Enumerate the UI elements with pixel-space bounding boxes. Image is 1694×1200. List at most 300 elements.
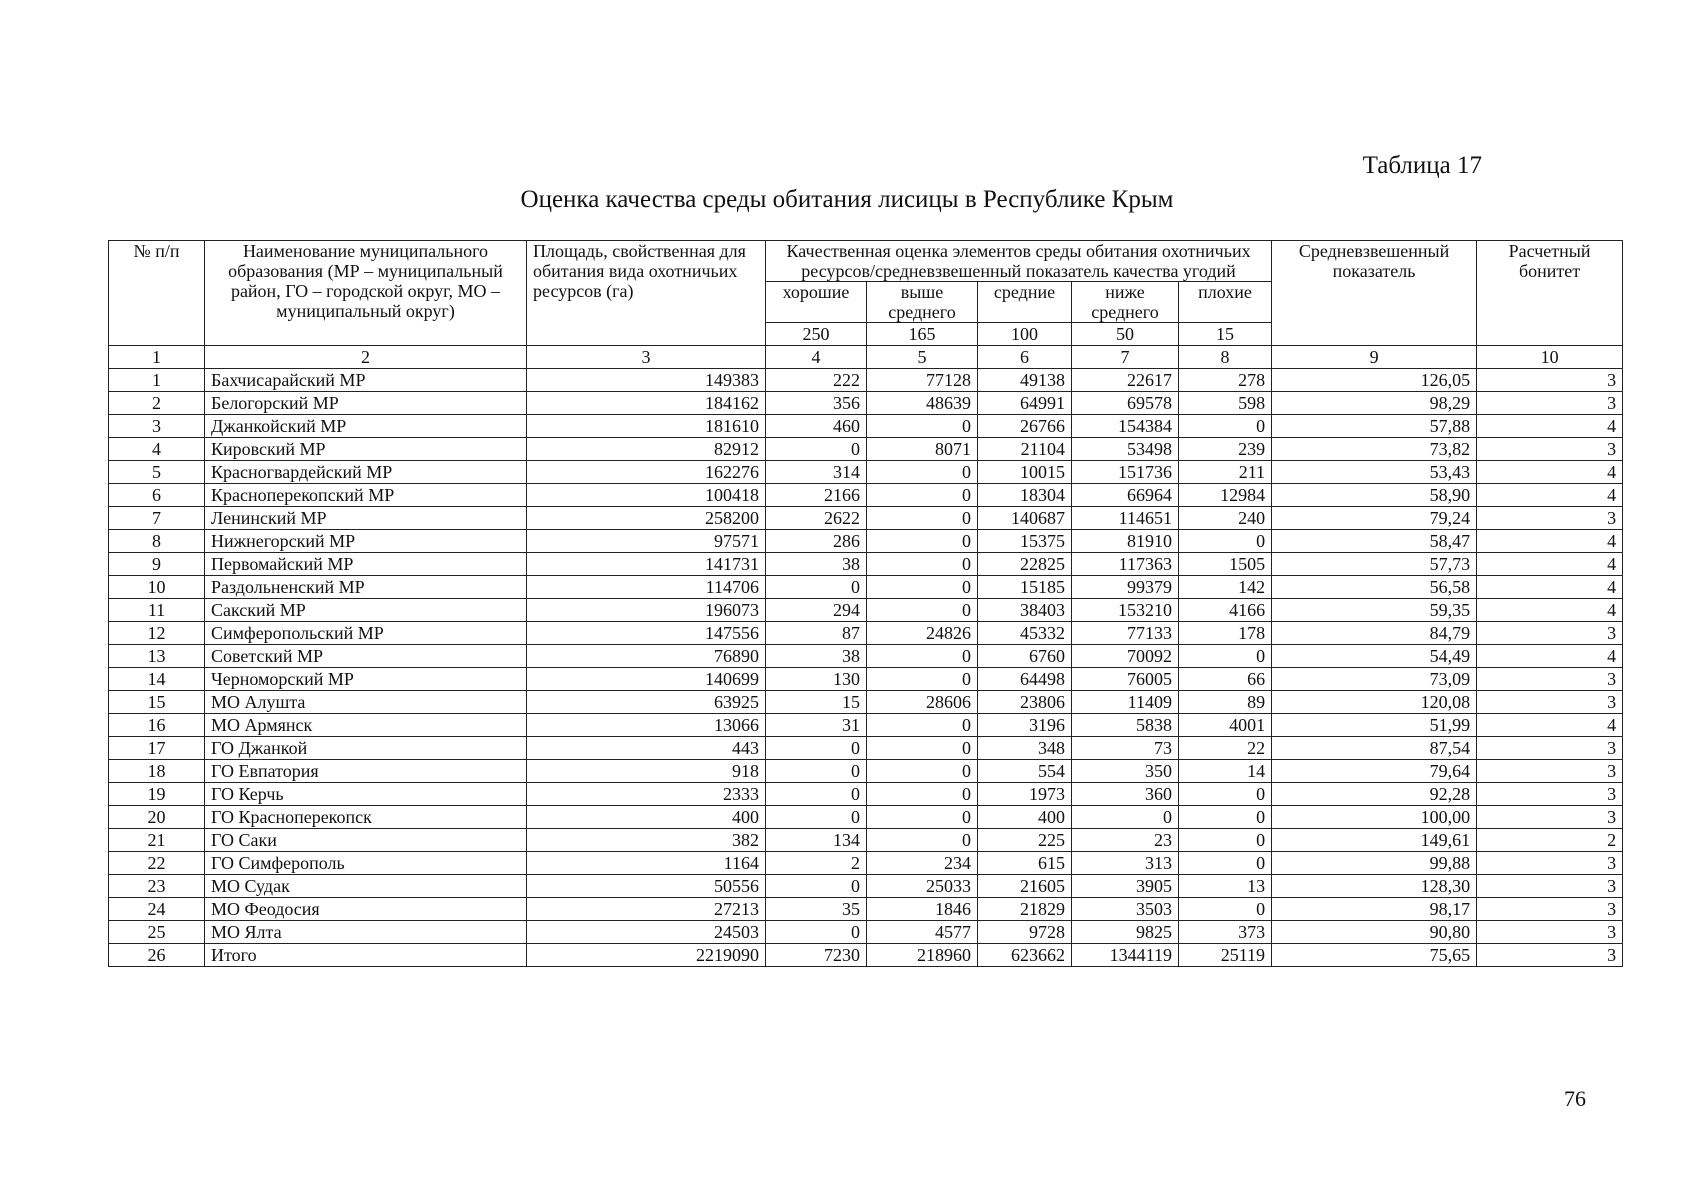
bonitet-cell: 3	[1477, 806, 1623, 829]
weighted-index-cell: 54,49	[1272, 645, 1477, 668]
table-row	[109, 921, 1623, 944]
poor-cell: 178	[1179, 622, 1272, 645]
area-cell: 382	[527, 829, 766, 852]
below-average-cell: 73	[1072, 737, 1179, 760]
below-average-cell: 69578	[1072, 392, 1179, 415]
good-cell: 314	[766, 461, 867, 484]
area-cell: 2333	[527, 783, 766, 806]
weighted-index-cell: 73,09	[1272, 668, 1477, 691]
bonitet-cell: 3	[1477, 622, 1623, 645]
weighted-index-cell: 84,79	[1272, 622, 1477, 645]
row-number-cell: 14	[109, 668, 205, 691]
row-number-cell: 17	[109, 737, 205, 760]
good-cell: 2	[766, 852, 867, 875]
below-average-cell: 66964	[1072, 484, 1179, 507]
above-average-cell: 0	[867, 553, 978, 576]
header-weight: 15	[1179, 323, 1272, 346]
weighted-index-cell: 126,05	[1272, 369, 1477, 392]
municipality-name-cell: МО Алушта	[205, 691, 527, 714]
area-cell: 2219090	[527, 944, 766, 967]
bonitet-cell: 4	[1477, 576, 1623, 599]
header-quality: Качественная оценка элементов среды обитания охотничьих ресурсов/средневзвешенный показатель качества угодий	[766, 241, 1272, 282]
poor-cell: 211	[1179, 461, 1272, 484]
bonitet-cell: 3	[1477, 668, 1623, 691]
area-cell: 918	[527, 760, 766, 783]
below-average-cell: 70092	[1072, 645, 1179, 668]
below-average-cell: 154384	[1072, 415, 1179, 438]
below-average-cell: 313	[1072, 852, 1179, 875]
above-average-cell: 77128	[867, 369, 978, 392]
area-cell: 1164	[527, 852, 766, 875]
below-average-cell: 76005	[1072, 668, 1179, 691]
average-cell: 15185	[978, 576, 1072, 599]
area-cell: 162276	[527, 461, 766, 484]
good-cell: 460	[766, 415, 867, 438]
header-area: Площадь, свойственная для обитания вида охотничьих ресурсов (га)	[527, 241, 766, 346]
below-average-cell: 5838	[1072, 714, 1179, 737]
good-cell: 0	[766, 760, 867, 783]
municipality-name-cell: ГО Симферополь	[205, 852, 527, 875]
area-cell: 140699	[527, 668, 766, 691]
good-cell: 222	[766, 369, 867, 392]
area-cell: 82912	[527, 438, 766, 461]
weighted-index-cell: 99,88	[1272, 852, 1477, 875]
municipality-name-cell: Черноморский МР	[205, 668, 527, 691]
average-cell: 21605	[978, 875, 1072, 898]
table-row	[109, 691, 1623, 714]
municipality-name-cell: ГО Джанкой	[205, 737, 527, 760]
area-cell: 27213	[527, 898, 766, 921]
average-cell: 23806	[978, 691, 1072, 714]
above-average-cell: 0	[867, 576, 978, 599]
poor-cell: 0	[1179, 645, 1272, 668]
average-cell: 348	[978, 737, 1072, 760]
average-cell: 3196	[978, 714, 1072, 737]
table-row	[109, 392, 1623, 415]
header-weight: 50	[1072, 323, 1179, 346]
table-body	[109, 369, 1623, 967]
table-row	[109, 576, 1623, 599]
poor-cell: 1505	[1179, 553, 1272, 576]
row-number-cell: 13	[109, 645, 205, 668]
above-average-cell: 0	[867, 714, 978, 737]
column-number: 9	[1272, 346, 1477, 369]
weighted-index-cell: 90,80	[1272, 921, 1477, 944]
table-row	[109, 668, 1623, 691]
bonitet-cell: 3	[1477, 944, 1623, 967]
municipality-name-cell: ГО Красноперекопск	[205, 806, 527, 829]
municipality-name-cell: Первомайский МР	[205, 553, 527, 576]
below-average-cell: 1344119	[1072, 944, 1179, 967]
average-cell: 38403	[978, 599, 1072, 622]
bonitet-cell: 3	[1477, 875, 1623, 898]
municipality-name-cell: МО Ялта	[205, 921, 527, 944]
above-average-cell: 0	[867, 806, 978, 829]
area-cell: 76890	[527, 645, 766, 668]
above-average-cell: 28606	[867, 691, 978, 714]
municipality-name-cell: ГО Саки	[205, 829, 527, 852]
municipality-name-cell: Бахчисарайский МР	[205, 369, 527, 392]
average-cell: 49138	[978, 369, 1072, 392]
average-cell: 15375	[978, 530, 1072, 553]
bonitet-cell: 4	[1477, 484, 1623, 507]
poor-cell: 142	[1179, 576, 1272, 599]
bonitet-cell: 3	[1477, 438, 1623, 461]
column-number: 7	[1072, 346, 1179, 369]
weighted-index-cell: 75,65	[1272, 944, 1477, 967]
above-average-cell: 0	[867, 507, 978, 530]
above-average-cell: 4577	[867, 921, 978, 944]
bonitet-cell: 4	[1477, 553, 1623, 576]
weighted-index-cell: 58,90	[1272, 484, 1477, 507]
area-cell: 443	[527, 737, 766, 760]
header-weight: 100	[978, 323, 1072, 346]
above-average-cell: 218960	[867, 944, 978, 967]
row-number-cell: 9	[109, 553, 205, 576]
table-row	[109, 737, 1623, 760]
poor-cell: 89	[1179, 691, 1272, 714]
municipality-name-cell: Сакский МР	[205, 599, 527, 622]
municipality-name-cell: МО Судак	[205, 875, 527, 898]
area-cell: 13066	[527, 714, 766, 737]
row-number-cell: 7	[109, 507, 205, 530]
municipality-name-cell: Советский МР	[205, 645, 527, 668]
table-row	[109, 369, 1623, 392]
good-cell: 294	[766, 599, 867, 622]
poor-cell: 25119	[1179, 944, 1272, 967]
row-number-cell: 25	[109, 921, 205, 944]
row-number-cell: 20	[109, 806, 205, 829]
table-row	[109, 645, 1623, 668]
weighted-index-cell: 79,64	[1272, 760, 1477, 783]
bonitet-cell: 3	[1477, 898, 1623, 921]
municipality-name-cell: Нижнегорский МР	[205, 530, 527, 553]
poor-cell: 12984	[1179, 484, 1272, 507]
bonitet-cell: 4	[1477, 599, 1623, 622]
good-cell: 0	[766, 921, 867, 944]
good-cell: 31	[766, 714, 867, 737]
average-cell: 26766	[978, 415, 1072, 438]
above-average-cell: 0	[867, 415, 978, 438]
average-cell: 45332	[978, 622, 1072, 645]
municipality-name-cell: Симферопольский МР	[205, 622, 527, 645]
header-sub-good: хорошие	[766, 282, 867, 323]
table-row	[109, 783, 1623, 806]
bonitet-cell: 2	[1477, 829, 1623, 852]
row-number-cell: 10	[109, 576, 205, 599]
bonitet-cell: 4	[1477, 415, 1623, 438]
municipality-name-cell: МО Феодосия	[205, 898, 527, 921]
bonitet-cell: 3	[1477, 783, 1623, 806]
above-average-cell: 25033	[867, 875, 978, 898]
weighted-index-cell: 98,29	[1272, 392, 1477, 415]
bonitet-cell: 3	[1477, 760, 1623, 783]
average-cell: 18304	[978, 484, 1072, 507]
row-number-cell: 3	[109, 415, 205, 438]
below-average-cell: 77133	[1072, 622, 1179, 645]
municipality-name-cell: Раздольненский МР	[205, 576, 527, 599]
table-row	[109, 507, 1623, 530]
above-average-cell: 0	[867, 484, 978, 507]
row-number-cell: 4	[109, 438, 205, 461]
above-average-cell: 234	[867, 852, 978, 875]
average-cell: 22825	[978, 553, 1072, 576]
document-title: Оценка качества среды обитания лисицы в Республике Крым	[520, 186, 1174, 213]
header-weight: 250	[766, 323, 867, 346]
weighted-index-cell: 149,61	[1272, 829, 1477, 852]
above-average-cell: 0	[867, 668, 978, 691]
average-cell: 21829	[978, 898, 1072, 921]
weighted-index-cell: 73,82	[1272, 438, 1477, 461]
table-row	[109, 461, 1623, 484]
below-average-cell: 3503	[1072, 898, 1179, 921]
header-sub-average: средние	[978, 282, 1072, 323]
weighted-index-cell: 120,08	[1272, 691, 1477, 714]
row-number-cell: 15	[109, 691, 205, 714]
good-cell: 0	[766, 783, 867, 806]
bonitet-cell: 4	[1477, 714, 1623, 737]
below-average-cell: 9825	[1072, 921, 1179, 944]
good-cell: 286	[766, 530, 867, 553]
below-average-cell: 0	[1072, 806, 1179, 829]
row-number-cell: 24	[109, 898, 205, 921]
above-average-cell: 1846	[867, 898, 978, 921]
weighted-index-cell: 128,30	[1272, 875, 1477, 898]
municipality-name-cell: Ленинский МР	[205, 507, 527, 530]
poor-cell: 0	[1179, 806, 1272, 829]
table-row	[109, 714, 1623, 737]
weighted-index-cell: 92,28	[1272, 783, 1477, 806]
good-cell: 0	[766, 737, 867, 760]
header-sub-poor: плохие	[1179, 282, 1272, 323]
row-number-cell: 11	[109, 599, 205, 622]
below-average-cell: 153210	[1072, 599, 1179, 622]
good-cell: 356	[766, 392, 867, 415]
area-cell: 181610	[527, 415, 766, 438]
row-number-cell: 5	[109, 461, 205, 484]
header-name: Наименование муниципального образования (МР – муниципальный район, ГО – городской округ, МО – муниципальный округ)	[205, 241, 527, 346]
weighted-index-cell: 57,73	[1272, 553, 1477, 576]
page-number: 76	[1564, 1086, 1586, 1111]
above-average-cell: 0	[867, 760, 978, 783]
row-number-cell: 2	[109, 392, 205, 415]
row-number-cell: 19	[109, 783, 205, 806]
bonitet-cell: 4	[1477, 530, 1623, 553]
poor-cell: 22	[1179, 737, 1272, 760]
area-cell: 258200	[527, 507, 766, 530]
good-cell: 0	[766, 806, 867, 829]
below-average-cell: 117363	[1072, 553, 1179, 576]
average-cell: 64991	[978, 392, 1072, 415]
bonitet-cell: 3	[1477, 369, 1623, 392]
average-cell: 140687	[978, 507, 1072, 530]
weighted-index-cell: 59,35	[1272, 599, 1477, 622]
table-row	[109, 944, 1623, 967]
good-cell: 38	[766, 553, 867, 576]
area-cell: 196073	[527, 599, 766, 622]
weighted-index-cell: 51,99	[1272, 714, 1477, 737]
poor-cell: 0	[1179, 829, 1272, 852]
poor-cell: 4166	[1179, 599, 1272, 622]
below-average-cell: 81910	[1072, 530, 1179, 553]
habitat-quality-table	[108, 240, 1623, 967]
row-number-cell: 21	[109, 829, 205, 852]
below-average-cell: 99379	[1072, 576, 1179, 599]
header-weighted: Средневзвешенный показатель	[1272, 241, 1477, 346]
weighted-index-cell: 79,24	[1272, 507, 1477, 530]
row-number-cell: 1	[109, 369, 205, 392]
poor-cell: 598	[1179, 392, 1272, 415]
area-cell: 50556	[527, 875, 766, 898]
weighted-index-cell: 53,43	[1272, 461, 1477, 484]
area-cell: 141731	[527, 553, 766, 576]
poor-cell: 0	[1179, 852, 1272, 875]
below-average-cell: 114651	[1072, 507, 1179, 530]
poor-cell: 4001	[1179, 714, 1272, 737]
row-number-cell: 12	[109, 622, 205, 645]
table-number: Таблица 17	[1362, 152, 1482, 179]
table-row	[109, 599, 1623, 622]
good-cell: 38	[766, 645, 867, 668]
good-cell: 7230	[766, 944, 867, 967]
good-cell: 35	[766, 898, 867, 921]
area-cell: 24503	[527, 921, 766, 944]
weighted-index-cell: 56,58	[1272, 576, 1477, 599]
below-average-cell: 350	[1072, 760, 1179, 783]
good-cell: 130	[766, 668, 867, 691]
poor-cell: 0	[1179, 783, 1272, 806]
table-row	[109, 438, 1623, 461]
municipality-name-cell: МО Армянск	[205, 714, 527, 737]
below-average-cell: 53498	[1072, 438, 1179, 461]
header-bonitet: Расчетный бонитет	[1477, 241, 1623, 346]
header-weight: 165	[867, 323, 978, 346]
area-cell: 114706	[527, 576, 766, 599]
column-number: 1	[109, 346, 205, 369]
area-cell: 400	[527, 806, 766, 829]
above-average-cell: 0	[867, 530, 978, 553]
row-number-cell: 22	[109, 852, 205, 875]
good-cell: 15	[766, 691, 867, 714]
average-cell: 1973	[978, 783, 1072, 806]
good-cell: 0	[766, 576, 867, 599]
above-average-cell: 0	[867, 783, 978, 806]
column-number: 2	[205, 346, 527, 369]
poor-cell: 0	[1179, 898, 1272, 921]
poor-cell: 240	[1179, 507, 1272, 530]
column-number: 5	[867, 346, 978, 369]
above-average-cell: 0	[867, 461, 978, 484]
row-number-cell: 18	[109, 760, 205, 783]
below-average-cell: 22617	[1072, 369, 1179, 392]
table-row	[109, 806, 1623, 829]
average-cell: 554	[978, 760, 1072, 783]
bonitet-cell: 3	[1477, 737, 1623, 760]
bonitet-cell: 3	[1477, 921, 1623, 944]
table-row	[109, 622, 1623, 645]
area-cell: 149383	[527, 369, 766, 392]
weighted-index-cell: 98,17	[1272, 898, 1477, 921]
row-number-cell: 6	[109, 484, 205, 507]
column-number: 3	[527, 346, 766, 369]
column-number: 6	[978, 346, 1072, 369]
average-cell: 400	[978, 806, 1072, 829]
above-average-cell: 48639	[867, 392, 978, 415]
bonitet-cell: 3	[1477, 852, 1623, 875]
municipality-name-cell: Итого	[205, 944, 527, 967]
municipality-name-cell: Красноперекопский МР	[205, 484, 527, 507]
municipality-name-cell: ГО Евпатория	[205, 760, 527, 783]
municipality-name-cell: Джанкойский МР	[205, 415, 527, 438]
below-average-cell: 360	[1072, 783, 1179, 806]
average-cell: 64498	[978, 668, 1072, 691]
bonitet-cell: 4	[1477, 645, 1623, 668]
poor-cell: 14	[1179, 760, 1272, 783]
above-average-cell: 0	[867, 737, 978, 760]
average-cell: 9728	[978, 921, 1072, 944]
table-row	[109, 852, 1623, 875]
below-average-cell: 23	[1072, 829, 1179, 852]
header-num: № п/п	[109, 241, 205, 346]
table-row	[109, 829, 1623, 852]
row-number-cell: 23	[109, 875, 205, 898]
row-number-cell: 26	[109, 944, 205, 967]
above-average-cell: 0	[867, 829, 978, 852]
below-average-cell: 151736	[1072, 461, 1179, 484]
table-row	[109, 484, 1623, 507]
below-average-cell: 11409	[1072, 691, 1179, 714]
above-average-cell: 0	[867, 645, 978, 668]
good-cell: 0	[766, 875, 867, 898]
municipality-name-cell: ГО Керчь	[205, 783, 527, 806]
header-sub-below-average: ниже среднего	[1072, 282, 1179, 323]
good-cell: 2622	[766, 507, 867, 530]
area-cell: 100418	[527, 484, 766, 507]
bonitet-cell: 3	[1477, 507, 1623, 530]
average-cell: 6760	[978, 645, 1072, 668]
weighted-index-cell: 58,47	[1272, 530, 1477, 553]
bonitet-cell: 3	[1477, 392, 1623, 415]
bonitet-cell: 4	[1477, 461, 1623, 484]
above-average-cell: 0	[867, 599, 978, 622]
table-row	[109, 553, 1623, 576]
row-number-cell: 16	[109, 714, 205, 737]
column-number: 8	[1179, 346, 1272, 369]
below-average-cell: 3905	[1072, 875, 1179, 898]
area-cell: 97571	[527, 530, 766, 553]
table-row	[109, 875, 1623, 898]
average-cell: 225	[978, 829, 1072, 852]
poor-cell: 0	[1179, 415, 1272, 438]
average-cell: 615	[978, 852, 1072, 875]
area-cell: 184162	[527, 392, 766, 415]
average-cell: 21104	[978, 438, 1072, 461]
average-cell: 10015	[978, 461, 1072, 484]
poor-cell: 66	[1179, 668, 1272, 691]
municipality-name-cell: Красногвардейский МР	[205, 461, 527, 484]
poor-cell: 0	[1179, 530, 1272, 553]
header-sub-above-average: выше среднего	[867, 282, 978, 323]
municipality-name-cell: Белогорский МР	[205, 392, 527, 415]
average-cell: 623662	[978, 944, 1072, 967]
poor-cell: 13	[1179, 875, 1272, 898]
good-cell: 0	[766, 438, 867, 461]
above-average-cell: 24826	[867, 622, 978, 645]
area-cell: 147556	[527, 622, 766, 645]
area-cell: 63925	[527, 691, 766, 714]
municipality-name-cell: Кировский МР	[205, 438, 527, 461]
good-cell: 134	[766, 829, 867, 852]
